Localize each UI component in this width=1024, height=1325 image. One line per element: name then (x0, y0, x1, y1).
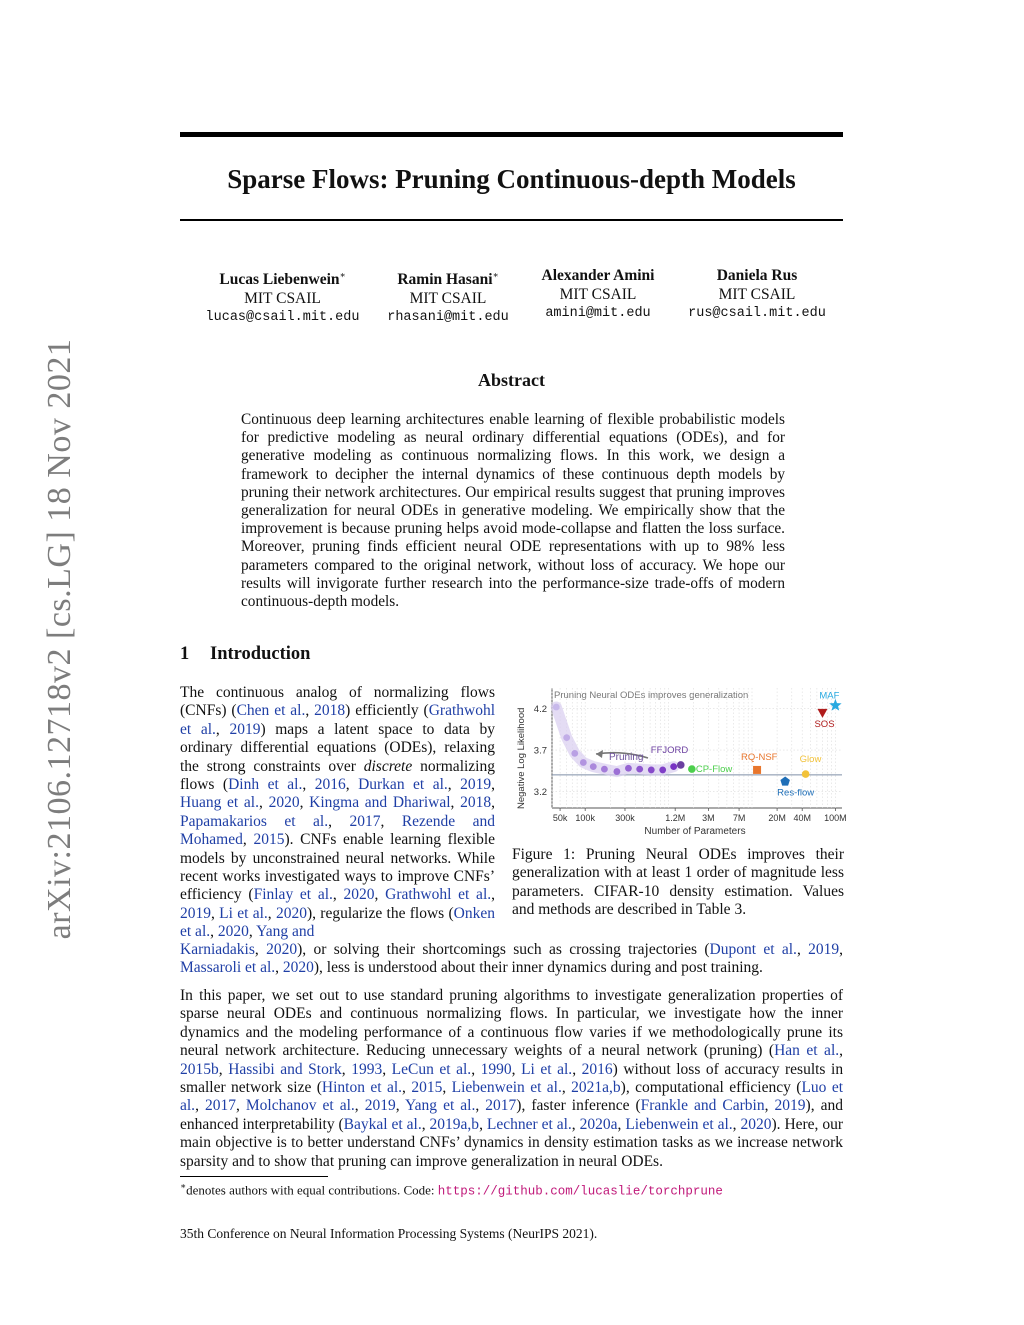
chart-y-tick-label: 4.2 (533, 704, 547, 716)
citation-link[interactable]: Finlay et al. (253, 886, 333, 904)
method-marker-glow (802, 770, 810, 778)
arxiv-identifier: arXiv:2106.12718v2 [cs.LG] 18 Nov 2021 (41, 338, 78, 940)
citation-link[interactable]: 2016 (314, 776, 346, 794)
citation-link[interactable]: Han et al. (774, 1042, 840, 1060)
citation-link[interactable]: 2015 (253, 831, 285, 849)
citation-link[interactable]: 2021a,b (571, 1079, 621, 1097)
citation-link[interactable]: 2019 (229, 720, 261, 738)
citation-link[interactable]: 2019 (774, 1097, 806, 1115)
chart-title: Pruning Neural ODEs improves generalization (554, 690, 749, 701)
citation-link[interactable]: Hassibi and Stork (228, 1060, 342, 1078)
author-affiliation: MIT CSAIL (718, 286, 796, 303)
citation-link[interactable]: Liebenwein et al. (625, 1115, 733, 1133)
citation-link[interactable]: Dupont et al. (709, 941, 797, 958)
citation-link[interactable]: Li et al. (521, 1060, 573, 1078)
citation-link[interactable]: Yang and (256, 923, 315, 941)
author-1 (195, 266, 370, 327)
citation-link[interactable]: Rezende and Mohamed (180, 812, 496, 849)
author-name: Ramin Hasani (397, 271, 493, 289)
author-name: Alexander Amini (541, 267, 655, 284)
citation-link[interactable]: Durkan et al. (358, 776, 448, 794)
title-bottom-rule (180, 219, 843, 221)
code-link[interactable]: https://github.com/lucaslie/torchprune (437, 1184, 723, 1199)
equal-contribution-mark: ∗ (339, 270, 346, 280)
citation-link[interactable]: 2015b (180, 1060, 219, 1078)
method-marker-res-flow (780, 777, 790, 786)
citation-link[interactable]: 2020 (217, 923, 249, 941)
citation-link[interactable]: Yang et al. (405, 1097, 476, 1115)
chart-y-axis-label: Negative Log Likelihood (516, 707, 527, 809)
author-affiliation: MIT CSAIL (559, 286, 637, 303)
chart-x-tick-label: 300k (615, 813, 635, 823)
citation-link[interactable]: 2019 (364, 1097, 396, 1115)
pruning-label: Pruning (609, 752, 644, 763)
chart-x-tick-label: 50k (552, 813, 568, 823)
chart-x-axis-label: Number of Parameters (644, 826, 746, 837)
method-label: Glow (799, 754, 822, 766)
intro-paragraph-1-continued: Karniadakis, 2020), or solving their shortcomings such as crossing trajectories (Dupont et al., 2019, Massaroli et al., 2020), less is understood about their inner dynamics during and post training. (180, 941, 844, 977)
figure-1-chart (512, 684, 847, 840)
citation-link[interactable]: Baykal et al. (343, 1115, 422, 1133)
citation-link[interactable]: 2020 (266, 941, 298, 958)
citation-link[interactable]: Massaroli et al. (180, 959, 276, 977)
citation-link[interactable]: Frankle and Carbin (640, 1097, 765, 1115)
author-3 (528, 266, 668, 323)
author-email[interactable]: rhasani@mit.edu (387, 310, 509, 326)
method-marker-cp-flow (688, 765, 696, 773)
citation-link[interactable]: 2019 (460, 776, 492, 794)
citation-link[interactable]: 2018 (314, 702, 346, 720)
section-title: Introduction (210, 644, 311, 664)
chart-x-tick-label: 7M (732, 813, 746, 823)
citation-link[interactable]: Huang et al. (180, 794, 259, 812)
method-marker-rq-nsf (753, 766, 761, 774)
citation-link[interactable]: Grathwohl et al. (385, 886, 492, 904)
citation-link[interactable]: Karniadakis (180, 941, 255, 958)
chart-x-tick-label: 100M (824, 813, 847, 823)
emphasis: discrete (363, 757, 413, 775)
author-email[interactable]: amini@mit.edu (545, 306, 651, 321)
author-name: Lucas Liebenwein (219, 271, 340, 289)
title-top-rule (180, 132, 843, 137)
citation-link[interactable]: 2020 (343, 886, 375, 904)
intro-paragraph-1: The continuous analog of normalizing flows (CNFs) (Chen et al., 2018) efficiently (Grathwohl et al., 2019) maps a latent space to data by ordinary differential equations (ODEs), relaxing the strong constraints over discrete normalizing flows (Dinh et al., 2016, Durkan et al., 2019, Huang et al., 2020, Kingma and Dhariwal, 2018, Papamakarios et al., 2017, Rezende and Mohamed, 2015). CNFs enable learning flexible models by unconstrained neural networks. While recent works investigated ways to improve CNFs’ efficiency (Finlay et al., 2020, Grathwohl et al., 2019, Li et al., 2020), regularize the flows (Onken et al., 2020, Yang and (180, 684, 496, 941)
citation-link[interactable]: Onken et al. (180, 904, 495, 941)
citation-link[interactable]: Dinh et al. (228, 776, 303, 794)
method-label: MAF (819, 690, 840, 702)
method-label: CP-Flow (695, 764, 733, 776)
pruning-point (613, 768, 620, 775)
citation-link[interactable]: Luo et al. (180, 1079, 844, 1115)
citation-link[interactable]: 2019 (808, 941, 840, 958)
pruning-point (580, 759, 587, 766)
pruning-point (553, 704, 560, 711)
citation-link[interactable]: Kingma and Dhariwal (309, 794, 451, 812)
citation-link[interactable]: 1990 (480, 1060, 512, 1078)
method-label: FFJORD (650, 744, 689, 756)
equal-contribution-mark: ∗ (492, 270, 499, 280)
citation-link[interactable]: 1993 (351, 1060, 383, 1078)
footnote-text: denotes authors with equal contributions. Code: (186, 1182, 438, 1198)
citation-link[interactable]: 2016 (581, 1060, 613, 1078)
method-label: Res-flow (777, 787, 815, 799)
footnote-rule (180, 1176, 328, 1177)
chart-x-tick-label: 40M (793, 813, 811, 823)
pruning-point (648, 767, 655, 774)
pruning-point (636, 766, 643, 773)
citation-link[interactable]: 2017 (349, 812, 381, 830)
chart-x-tick-label: 3M (702, 813, 715, 823)
pruning-point (670, 763, 677, 770)
pruning-arrowhead (596, 750, 603, 758)
footnote-mark: ∗ (180, 1181, 187, 1191)
citation-link[interactable]: 2015 (411, 1079, 443, 1097)
author-name: Daniela Rus (716, 267, 798, 284)
citation-link[interactable]: 2018 (460, 794, 492, 812)
chart-y-tick-label: 3.2 (533, 786, 547, 798)
section-heading (180, 644, 310, 665)
method-marker-ffjord (677, 761, 685, 769)
intro-paragraph-2: In this paper, we set out to use standard pruning algorithms to investigate generalization properties of sparse neural ODEs and continuous normalizing flows. In particular, we investigate how the inner dynamics and the modeling performance of a continuous flow varies if we methodologically prune its neural network architecture. Reducing unnecessary weights of a neural network (pruning) (Han et al., 2015b, Hassibi and Stork, 1993, LeCun et al., 1990, Li et al., 2016) without loss of accuracy results in smaller network size (Hinton et al., 2015, Liebenwein et al., 2021a,b), computational efficiency (Luo et al., 2017, Molchanov et al., 2019, Yang et al., 2017), faster inference (Frankle and Carbin, 2019), and enhanced interpretability (Baykal et al., 2019a,b, Lechner et al., 2020a, Liebenwein et al., 2020). Here, our main objective is to better understand CNFs’ dynamics in density estimation tasks as we increase network sparsity and to show that pruning can improve generalization in neural ODEs. (180, 987, 844, 1170)
abstract-heading: Abstract (478, 370, 545, 390)
author-2 (378, 266, 518, 327)
citation-link[interactable]: 2020 (282, 959, 314, 977)
author-email[interactable]: lucas@csail.mit.edu (205, 310, 360, 326)
citation-link[interactable]: Grathwohl et al. (180, 702, 496, 738)
pruning-point (563, 734, 570, 741)
author-4 (676, 266, 838, 323)
citation-link[interactable]: Hinton et al. (321, 1079, 403, 1097)
pruning-point (590, 763, 597, 770)
method-label: SOS (814, 718, 835, 730)
chart-y-tick-label: 3.7 (533, 745, 547, 757)
abstract-text: Continuous deep learning architectures enable learning of flexible probabilistic models for predictive modeling as neural ordinary differential equations (ODEs), and for generative modeling as continuous normalizing flows. In this work, we design a framework to decipher the internal dynamics of these continuous depth models by pruning their network architectures. Our empirical results suggest that pruning improves generalization for neural ODEs in generative modeling. We empirically show that the improvement is because pruning helps avoid mode-collapse and flatten the loss surface. Moreover, pruning finds efficient neural ODE representations with up to 98% less parameters compared to the original network, without loss of accuracy. We hope our results will invigorate further research into the performance-size trade-offs of modern continuous-depth models. (241, 411, 785, 611)
pruning-point (659, 767, 666, 774)
figure-1-caption: Figure 1: Pruning Neural ODEs improves their generalization with at least 1 order of magnitude less parameters. CIFAR-10 density estimation. Values and methods are described in Table 3. (512, 846, 844, 919)
citation-link[interactable]: Lechner et al. (486, 1115, 572, 1133)
citation-link[interactable]: 2017 (204, 1097, 236, 1115)
pruning-point (625, 765, 632, 772)
pruning-point (601, 766, 608, 773)
citation-link[interactable]: 2020 (275, 904, 307, 922)
citation-link[interactable]: 2019a,b (429, 1115, 480, 1133)
section-number: 1 (180, 644, 190, 664)
citation-link[interactable]: Molchanov et al. (245, 1097, 355, 1115)
citation-link[interactable]: 2020 (740, 1115, 772, 1133)
citation-link[interactable]: LeCun et al. (391, 1060, 472, 1078)
method-label: RQ-NSF (741, 751, 778, 763)
method-marker-sos (817, 709, 827, 718)
footnote (180, 1181, 723, 1198)
author-email[interactable]: rus@csail.mit.edu (688, 306, 826, 321)
citation-link[interactable]: 2017 (485, 1097, 517, 1115)
pruning-point (571, 750, 578, 757)
citation-link[interactable]: 2020a (579, 1115, 618, 1133)
citation-link[interactable]: Li et al. (219, 904, 268, 922)
citation-link[interactable]: Chen et al. (236, 702, 306, 720)
paper-title: Sparse Flows: Pruning Continuous-depth Models (227, 164, 796, 194)
author-affiliation: MIT CSAIL (244, 290, 321, 308)
chart-x-tick-label: 20M (768, 813, 786, 823)
chart-x-tick-label: 1.2M (665, 813, 686, 823)
citation-link[interactable]: 2019 (180, 904, 211, 922)
citation-link[interactable]: 2020 (268, 794, 300, 812)
chart-x-tick-label: 100k (575, 813, 595, 823)
citation-link[interactable]: Papamakarios et al. (180, 812, 329, 830)
conference-note: 35th Conference on Neural Information Processing Systems (NeurIPS 2021). (180, 1226, 598, 1241)
author-affiliation: MIT CSAIL (409, 290, 487, 308)
citation-link[interactable]: Liebenwein et al. (451, 1079, 562, 1097)
